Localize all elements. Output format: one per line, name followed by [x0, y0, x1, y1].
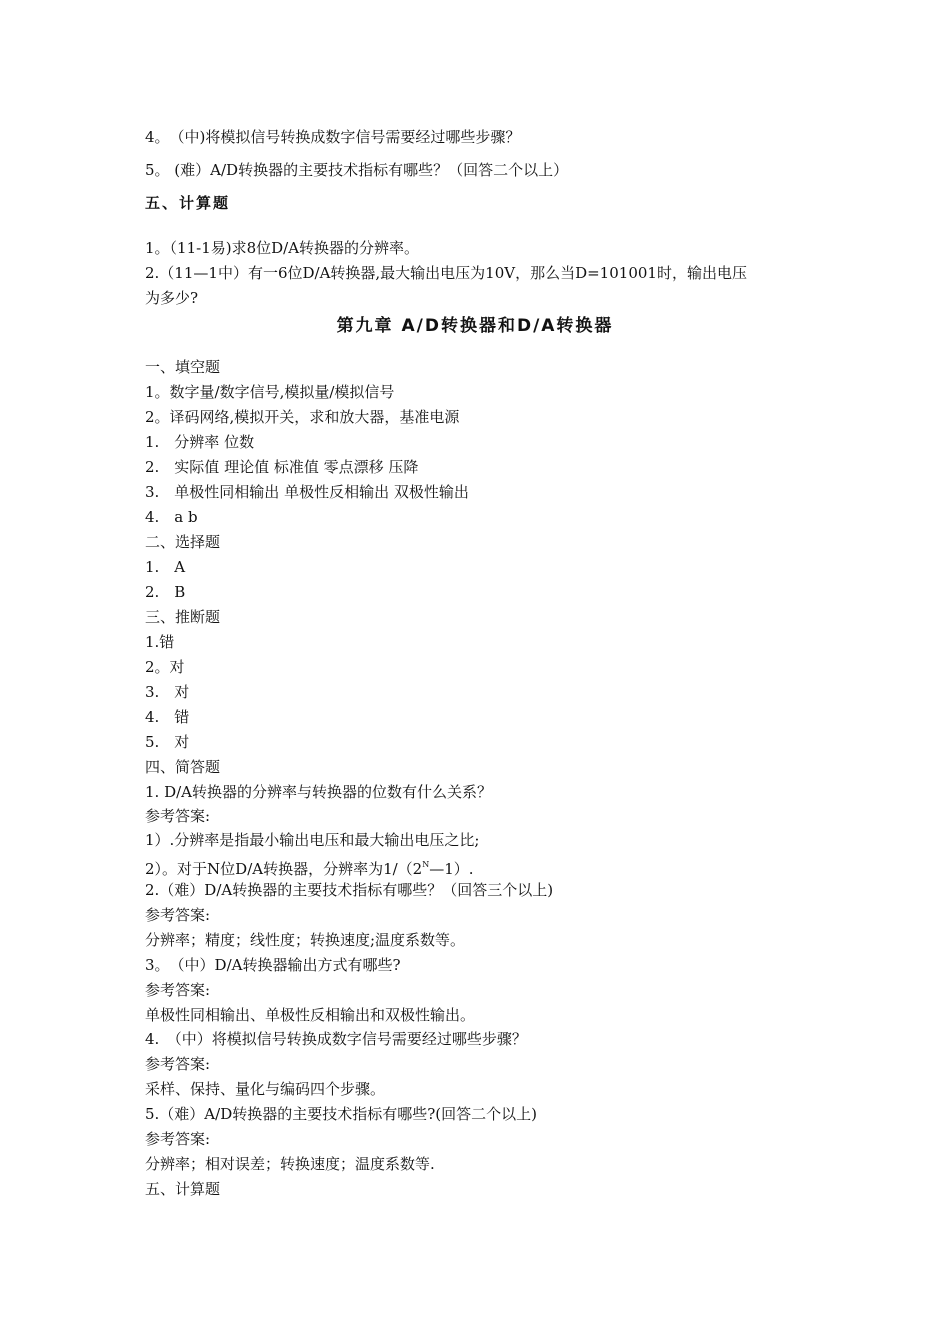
- fill-answer: 1。数字量/数字信号,模拟量/模拟信号: [145, 383, 395, 401]
- judge-answer: 4. 错: [145, 708, 190, 726]
- reference-answer-label: 参考答案:: [145, 1130, 211, 1148]
- short-answer-tail: —1）.: [429, 860, 474, 878]
- short-question: 1. D/A转换器的分辨率与转换器的位数有什么关系？: [145, 783, 492, 801]
- choice-heading: 二、选择题: [145, 533, 221, 551]
- reference-answer-label: 参考答案:: [145, 906, 211, 924]
- judge-answer: 5. 对: [145, 733, 190, 751]
- calc-question-1: 1。（11-1易)求8位D/A转换器的分辨率。: [145, 239, 420, 257]
- short-answer: 分辨率；精度；线性度；转换速度;温度系数等。: [145, 931, 466, 949]
- reference-answer-label: 参考答案:: [145, 981, 211, 999]
- fill-heading: 一、填空题: [145, 358, 221, 376]
- judge-answer: 3. 对: [145, 683, 190, 701]
- fill-answer: 2. 实际值 理论值 标准值 零点漂移 压降: [145, 458, 419, 476]
- section-heading-calc: 五、计算题: [145, 194, 231, 212]
- short-answer-text: 2）。对于N位D/A转换器，分辨率为1/（2: [145, 860, 423, 878]
- short-question: 5.（难）A/D转换器的主要技术指标有哪些?(回答二个以上): [145, 1105, 537, 1123]
- fill-answer: 2。译码网络,模拟开关，求和放大器，基准电源: [145, 408, 460, 426]
- question-4: 4。 （中)将模拟信号转换成数字信号需要经过哪些步骤？: [145, 128, 521, 146]
- chapter-title: 第九章 A/D转换器和D/A转换器: [336, 316, 614, 336]
- reference-answer-label: 参考答案:: [145, 807, 211, 825]
- short-answer: 单极性同相输出、单极性反相输出和双极性输出。: [145, 1006, 476, 1024]
- exponent: N: [422, 860, 430, 869]
- short-answer: [145, 855, 474, 879]
- choice-answer: 2. B: [145, 583, 186, 601]
- short-question: 3。 （中）D/A转换器输出方式有哪些?: [145, 956, 401, 974]
- question-5: 5。 (难）A/D转换器的主要技术指标有哪些？（回答二个以上）: [145, 161, 569, 179]
- short-heading: 四、简答题: [145, 758, 221, 776]
- short-question: 2.（难）D/A转换器的主要技术指标有哪些？（回答三个以上): [145, 881, 554, 899]
- calc-question-2-line1: 2.（11—1中）有一6位D/A转换器,最大输出电压为10V，那么当D=101001时，输出电压: [145, 264, 747, 282]
- short-answer: 分辨率；相对误差；转换速度；温度系数等.: [145, 1155, 435, 1173]
- reference-answer-label: 参考答案:: [145, 1055, 211, 1073]
- fill-answer: 1. 分辨率 位数: [145, 433, 255, 451]
- calc-heading: 五、计算题: [145, 1180, 221, 1198]
- short-question: 4. （中）将模拟信号转换成数字信号需要经过哪些步骤？: [145, 1030, 527, 1048]
- judge-answer: 2。对: [145, 658, 185, 676]
- short-answer: 采样、保持、量化与编码四个步骤。: [145, 1080, 386, 1098]
- judge-answer: 1.错: [145, 633, 175, 651]
- judge-heading: 三、推断题: [145, 608, 221, 626]
- fill-answer: 3. 单极性同相输出 单极性反相输出 双极性输出: [145, 483, 469, 501]
- choice-answer: 1. A: [145, 558, 186, 576]
- calc-question-2-line2: 为多少?: [145, 289, 199, 307]
- short-answer: 1）.分辨率是指最小输出电压和最大输出电压之比;: [145, 831, 480, 849]
- fill-answer: 4. a b: [145, 508, 198, 526]
